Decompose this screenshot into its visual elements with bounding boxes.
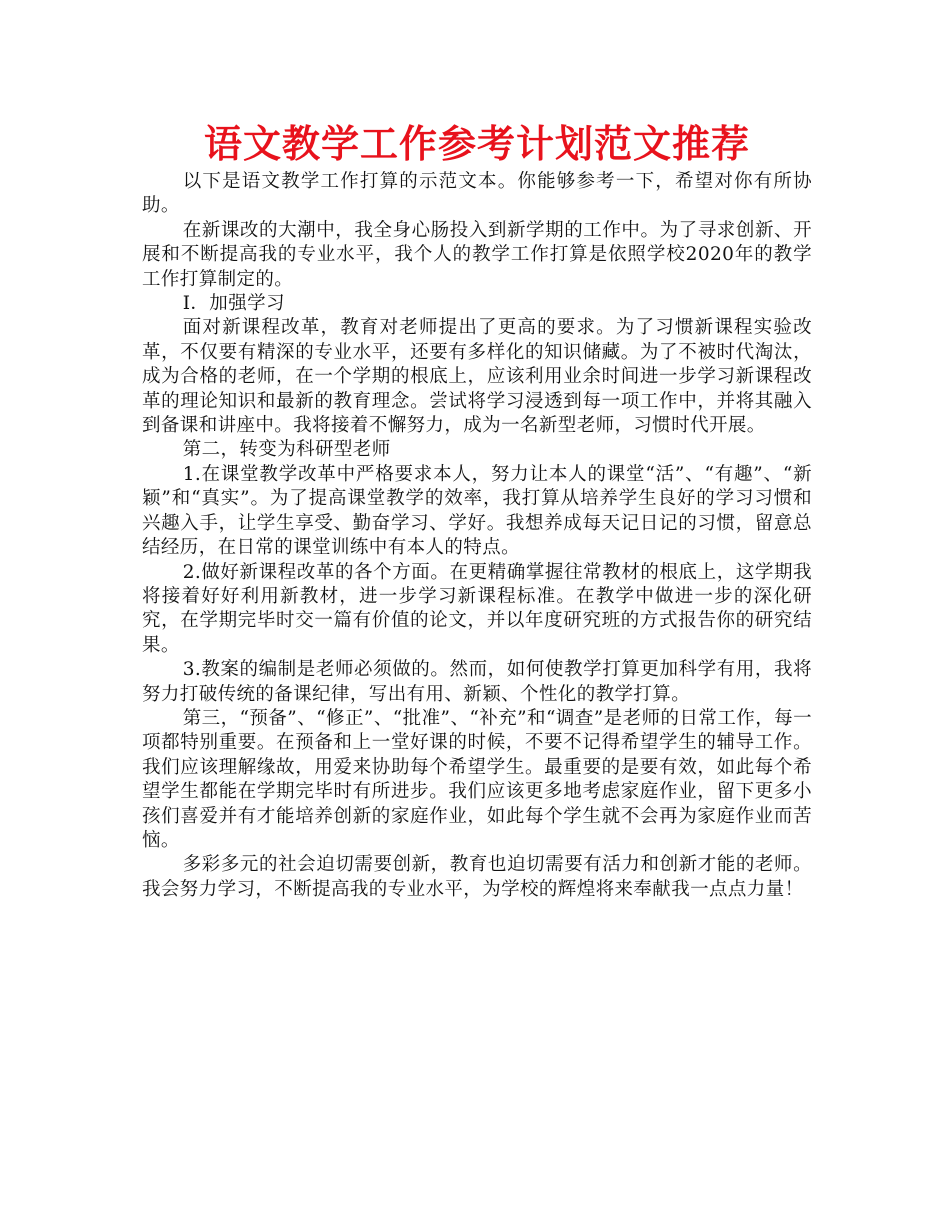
section-heading-research: 第二，转变为科研型老师 — [182, 439, 391, 461]
paragraph-intro: 以下是语文教学工作打算的示范文本。你能够参考一下，希望对你有所协助。 — [142, 171, 812, 217]
paragraph-third: 第三，“预备”、“修正”、“批准”、“补充”和“调查”是老师的日常工作，每一项都特别重要。在预备和上一堂好课的时候，不要不记得希望学生的辅导工作。我们应该理解缘故，用爱来协助每个希望学生。最重要的是要有效，如此每个希望学生都能在学期完毕时有所进步。我们应该更多地考虑家庭作业，留下更多小孩们喜爱并有才能培养创新的家庭作业，如此每个学生就不会再为家庭作业而苦恼。 — [142, 707, 812, 851]
paragraph-item-1: 1.在课堂教学改革中严格要求本人，努力让本人的课堂“活”、“有趣”、“新颖”和“真实”。为了提高课堂教学的效率，我打算从培养学生良好的学习习惯和兴趣入手，让学生享受、勤奋学习、学好。我想养成每天记日记的习惯，留意总结经历，在日常的课堂训练中有本人的特点。 — [142, 463, 812, 559]
document-title: 语文教学工作参考计划范文推荐 — [203, 122, 750, 166]
paragraph-conclusion: 多彩多元的社会迫切需要创新，教育也迫切需要有活力和创新才能的老师。我会努力学习，不断提高我的专业水平，为学校的辉煌将来奉献我一点点力量！ — [142, 854, 812, 900]
document-body — [142, 170, 812, 902]
paragraph-study: 面对新课程改革，教育对老师提出了更高的要求。为了习惯新课程实验改革，不仅要有精深的专业水平，还要有多样化的知识储藏。为了不被时代淘汰，成为合格的老师，在一个学期的根底上，应该利用业余时间进一步学习新课程改革的理论知识和最新的教育理念。尝试将学习浸透到每一项工作中，并将其融入到备课和讲座中。我将接着不懈努力，成为一名新型老师，习惯时代开展。 — [142, 317, 812, 437]
section-heading-study: I．加强学习 — [182, 293, 285, 315]
paragraph-background: 在新课改的大潮中，我全身心肠投入到新学期的工作中。为了寻求创新、开展和不断提高我的专业水平，我个人的教学工作打算是依照学校2020年的教学工作打算制定的。 — [142, 219, 812, 290]
paragraph-item-3: 3.教案的编制是老师必须做的。然而，如何使教学打算更加科学有用，我将努力打破传统的备课纪律，写出有用、新颖、个性化的教学打算。 — [142, 659, 812, 705]
paragraph-item-2: 2.做好新课程改革的各个方面。在更精确掌握往常教材的根底上，这学期我将接着好好利用新教材，进一步学习新课程标准。在教学中做进一步的深化研究，在学期完毕时交一篇有价值的论文，并以年度研究班的方式报告你的研究结果。 — [142, 561, 812, 656]
document-page — [142, 118, 812, 902]
